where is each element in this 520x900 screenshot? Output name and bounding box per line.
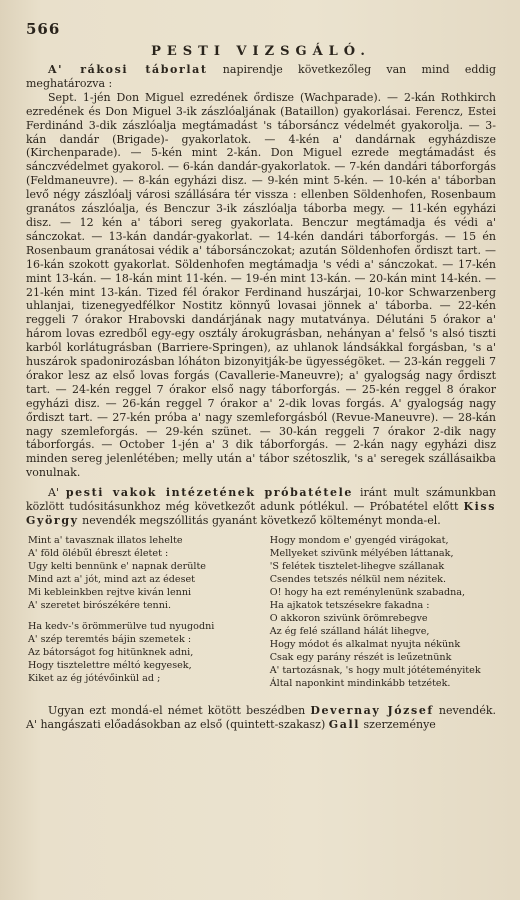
poem-line: Hogy mondom e' gyengéd virágokat, [269,534,449,546]
institute-name-spaced: pesti vakok intézetének próbatétele [65,486,354,500]
poem-line: A' szép teremtés bájin szemetek : [28,633,192,645]
text-fragment: iránt mult számunkban közlött tudósitásunkhoz még következőt adunk pótlékul. — Próbatétel előtt [26,486,496,514]
poem-line: O akkoron szivünk örömrebegve [269,612,428,624]
poem-line: Csak egy parány részét is leűzetnünk [269,651,452,663]
poem-line: A' föld ölébűl ébreszt életet : [28,547,169,559]
poem-line: Mi kebleinkben rejtve kiván lenni [28,586,192,598]
poem-line: Ha ajkatok tetszésekre fakadna : [269,599,430,611]
poem-line: Hogy módot és alkalmat nyujta nékünk [269,638,461,650]
poem-line: Ha kedv-'s örömmerülve tud nyugodni [28,620,215,632]
camp-schedule-text: Sept. 1-jén Don Miguel ezredének őrdisze (Wachparade). — 2-kán Rothkirch ezredének és Don Miguel 3-ik zászlóaljának (Bataillon) gyakorlásai. Ferencz, Estei Ferdinánd 3-dik zászlóalja megtámadást 's táborsáncz védelmét gyakorolja. — 3-kán dandár (Brigade)- gyakorlatok. — 4-kén a' dandárnak egyházdisze (Kirchenparade). — 5-kén mint 2-kán. Don Miguel ezrede megtámadást és sánczvédelmet gyakorol. — 6-kán dandár-gyakorlatok. — 7-kén dandári táborforgás (Feldmaneuvre). — 8-kán egyházi disz. — 9-kén mint 5-kén. — 10-kén a' táborban levő négy zászlóalj városi szállására tér vissza : ellenben Söldenhofen, Rosenbaum granátos zászlóalja, és Benczur 3-ik zászlóalja táborba megy. — 11-kén egyházi disz. — 12 kén a' tábori sereg gyakorlata. Benczur megtámadja és védi a' sánczokat. — 13-kán dandár-gyakorlat. — 14-kén dandári táborforgás. — 15 én Rosenbaum granátosai védik a' táborsánczokat; azután Söldenhofen őrdiszt tart. — 16-kán szokott gyakorlat. Söldenhofen megtámadja 's védi a' sánczokat. — 17-kén mint 13-kán. — 18-kán mint 11-kén. — 19-én mint 13-kán. — 20-kán mint 14-kén. — 21-kén mint 13-kán. Tized fél órakor Ferdinand huszárjai, 10-kor Schwarzenberg uhlanjai, tizenegyedfélkor Nostitz könnyű lovasai jönnek a' táborba. — 22-kén reggeli 7 órakor Hrabovski dandárjának nagy mutatványa. Délutáni 5 órakor a' három lovas ezredből egy-egy osztály árokugrásban, nehányan a' felső 's alsó tiszti karból korlátugrásban (Barriere-Springen), az uhlanok lándsákkal forgásban, 's a' huszárok spadonirozásban lóháton bizonyitják-be ügyességöket. — 23-kán reggeli 7 órakor lesz az első lovas forgás (Cavallerie-Maneuvre); a' gyalogság nagy őrdiszt tart. — 24-kén reggel 7 órakor első nagy táborforgás. — 25-kén reggel 8 órakor egyházi disz. — 26-kán reggel 7 órakor a' 2-dik lovas forgás. A' gyalogság nagy őrdiszt tart. — 27-kén próba a' nagy szemleforgásból (Revue-Maneuvre). — 28-kán nagy szemleforgás. — 29-kén szünet. — 30-kán reggeli 7 órakor 2-dik nagy táborforgás. — October 1-jén a' 3 dik táborforgás. — 2-kán nagy egyházi disz minden sereg jelenlétében; melly után a' tábor szétoszlik, 's a' seregek szállásaikba vonulnak. [26,90,496,480]
poem [26,534,496,698]
column-heading: PESTI VIZSGÁLÓ. [151,44,371,59]
poem-line: Az bátorságot fog hitünknek adni, [28,646,194,658]
text-fragment: szerzeménye [360,717,436,731]
poem-right-column [266,534,496,698]
composer-name-spaced: Gall [328,717,361,731]
poem-stanza [266,534,496,690]
text-fragment: nevendék. A' hangászati előadásokban az első (quintett-szakasz) [26,703,496,731]
camp-intro-text: napirendje következőleg van mind eddig meghatározva : [26,63,496,90]
poem-line: Csendes tetszés nélkül nem nézitek. [269,573,447,585]
poem-line: Által naponkint mindinkább tetzétek. [269,677,451,689]
text-fragment: A' [48,486,66,500]
poem-stanza [26,620,256,685]
blind-institute-paragraph [26,486,496,528]
poem-line: O! hogy ha ezt reménylenünk szabadna, [269,586,466,598]
pupil-name-spaced: Kiss György [26,500,496,527]
poem-left-column [26,534,256,698]
poem-line: Mind azt a' jót, mind azt az édeset [28,573,196,585]
poem-line: Ugy kelti bennünk e' napnak derülte [28,560,206,572]
poem-line: A' tartozásnak, 's hogy mult jótéteményitek [269,664,481,676]
page-number: 566 [26,20,61,38]
poem-line: Kiket az ég jótévőinkül ad ; [28,672,161,684]
poem-stanza [26,534,256,612]
poem-line: Mint a' tavasznak illatos lehelte [28,534,183,546]
poem-line: Hogy tisztelettre méltó kegyesek, [28,659,192,671]
poem-line: Az ég felé szálland hálát lihegve, [269,625,430,637]
camp-title-spaced: A' rákosi táborlat [48,63,208,76]
camp-schedule-intro [26,63,496,91]
poem-line: Mellyeket szivünk mélyében láttanak, [269,547,454,559]
text-fragment: Ugyan ezt mondá-el német kötött beszédben [48,703,311,717]
devernay-paragraph [26,704,496,732]
poem-line: 'S felétek tisztelet-lihegve szállanak [269,560,445,572]
poem-line: A' szeretet birószékére tenni. [28,599,172,611]
pupil-name-spaced: Devernay József [310,703,434,717]
text-fragment: nevendék megszóllitás gyanánt következő költeményt monda-el. [78,514,441,527]
